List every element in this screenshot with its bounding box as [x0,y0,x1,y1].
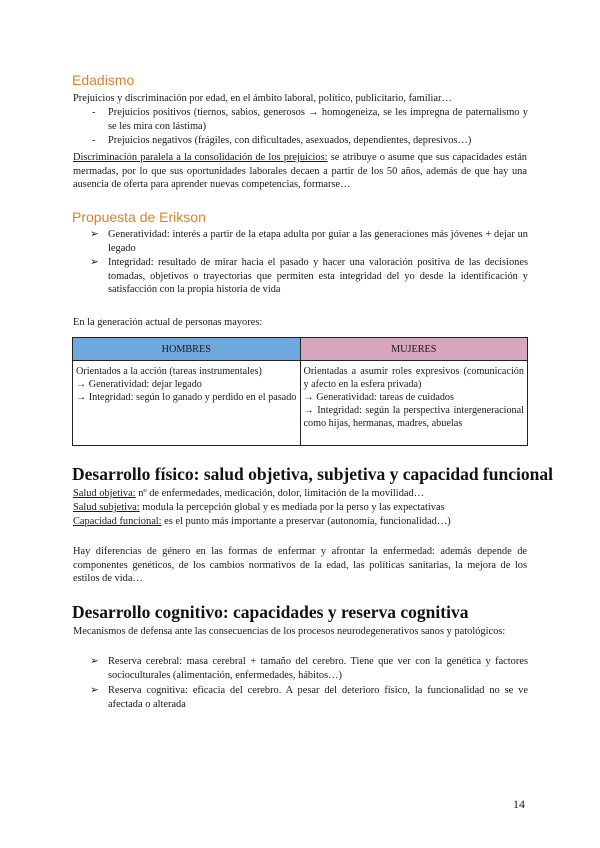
page-number: 14 [513,797,525,811]
fisico-heading: Desarrollo físico: salud objetiva, subjetiva y capacidad funcional [72,464,553,484]
erikson-item-integridad: Integridad: resultado de mirar hacia el pasado y hacer una valoración positiva de las decisiones tomadas, objetivos o trayectorias que permiten esta integridad del yo desde la identificación y satisfacción con la propia historia de vida [108,257,528,295]
edadismo-item-negative: Prejuicios negativos (frágiles, con dificultades, asexuados, dependientes, depresivos…) [108,135,472,146]
underlined-term: Salud objetiva: [73,488,136,499]
cell-mujeres [300,361,528,446]
cell-line: Orientadas a asumir roles expresivos (comunicación y afecto en la esfera privada) [303,366,524,390]
cognitivo-item-cerebral: Reserva cerebral: masa cerebral + tamaño del cerebro. Tiene que ver con la genética y factores socioculturales (alimentación, enfermedades, hábitos…) [108,656,528,681]
arrow-bullet-icon: ➢ [90,685,99,696]
erikson-item-generatividad: Generatividad: interés a partir de la etapa adulta por guiar a las generaciones más jóvenes + dejar un legado [108,229,528,254]
table-intro: En la generación actual de personas mayores: [73,317,263,328]
cell-line: → Integridad: según la perspectiva intergeneracional como hijas, hermanas, madres, abuelas [303,405,524,429]
header-mujeres: MUJERES [300,338,528,361]
cell-line: Orientados a la acción (tareas instrumentales) [76,366,262,377]
cell-line: → Generatividad: tareas de cuidados [303,392,454,403]
cognitivo-heading: Desarrollo cognitivo: capacidades y reserva cognitiva [72,602,469,622]
dash-bullet: - [92,135,96,146]
edadismo-paragraph [73,151,527,192]
cognitivo-intro: Mecanismos de defensa ante las consecuencias de los procesos neurodegenerativos sanos y patológicos: [73,626,506,637]
underlined-term: Salud subjetiva: [73,502,140,513]
dash-bullet: - [92,107,96,118]
cell-hombres [73,361,301,446]
edadismo-item-positive: Prejuicios positivos (tiernos, sabios, generosos → homogeneiza, se les impregna de paternalismo y se les mira con lástima) [108,107,528,132]
fisico-line-objetiva [73,487,527,501]
fisico-paragraph: Hay diferencias de género en las formas de enfermar y afrontar la enfermedad: además depende de componentes genéticos, de los cambios normativos de la edad, las políticas sanitarias, la mejora de los estilos de vida… [73,546,527,584]
header-hombres: HOMBRES [73,338,301,361]
paragraph-text: se atribuye o asume que sus capacidades están mermadas, por lo que sus oportunidades laborales decaen a partir de los 50 años, además de que hay una ausencia de oferta para aprender nuevas competencias, formarse… [73,152,527,190]
erikson-heading: Propuesta de Erikson [72,209,206,225]
underlined-term: Capacidad funcional: [73,516,162,527]
fisico-line-subjetiva [73,501,527,515]
edadismo-heading: Edadismo [72,72,135,88]
line-text: modula la percepción global y es mediada por la perso y las expectativas [139,502,445,513]
underlined-term: Discriminación paralela a la consolidación de los prejuicios: [73,152,328,163]
arrow-bullet-icon: ➢ [90,656,99,667]
cell-line: → Integridad: según lo ganado y perdido en el pasado [76,392,297,403]
line-text: es el punto más importante a preservar (autonomía, funcionalidad…) [161,516,451,527]
edadismo-intro: Prejuicios y discriminación por edad, en el ámbito laboral, político, publicitario, familiar… [73,93,452,104]
line-text: nº de enfermedades, medicación, dolor, limitación de la movilidad… [135,488,425,499]
fisico-line-funcional [73,515,527,529]
cognitivo-item-cognitiva: Reserva cognitiva: eficacia del cerebro. A pesar del deterioro físico, la funcionalidad no se ve afectada o alterada [108,685,528,710]
cell-line: → Generatividad: dejar legado [76,379,202,390]
arrow-bullet-icon: ➢ [90,229,99,240]
gender-comparison-table [72,337,528,446]
arrow-bullet-icon: ➢ [90,257,99,268]
